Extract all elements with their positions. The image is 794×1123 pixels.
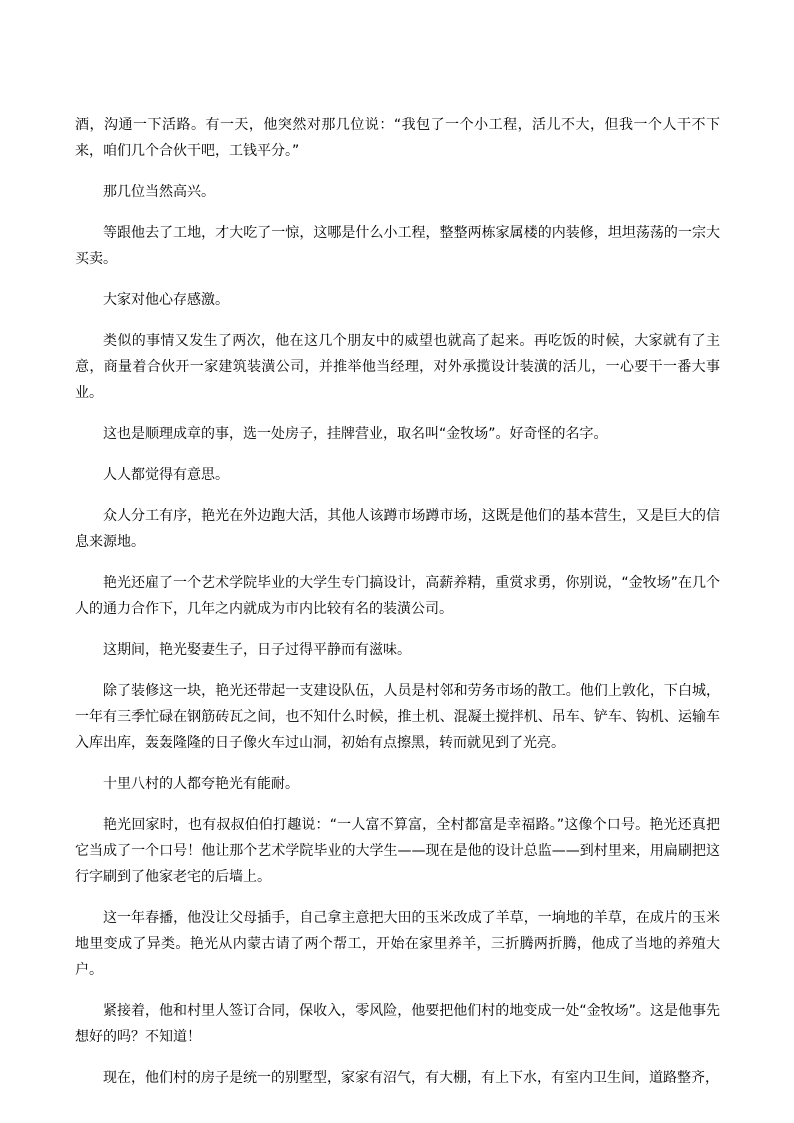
paragraph: 大家对他心存感激。: [103, 292, 229, 308]
paragraph: 除了装修这一块，艳光还带起一支建设队伍，人员是村邻和劳务市场的散工。他们上敦化，下白城，一年有三季忙碌在钢筋砖瓦之间，也不知什么时候，推土机、混凝土搅拌机、吊车、铲车、钩机、运输车入库出库，轰轰隆隆的日子像火车过山洞，初始有点擦黑，转而就见到了光亮。: [75, 683, 720, 751]
document-page: [75, 112, 720, 1106]
paragraph: 紧接着，他和村里人签订合同，保收入，零风险，他要把他们村的地变成一处“金牧场”。这是他事先想好的吗？不知道！: [75, 1003, 720, 1045]
paragraph: 艳光还雇了一个艺术学院毕业的大学生专门搞设计，高薪养精，重赏求勇，你别说，“金牧场”在几个人的通力合作下，几年之内就成为市内比较有名的装潢公司。: [75, 575, 720, 617]
paragraph: 那几位当然高兴。: [103, 184, 215, 200]
paragraph: 等跟他去了工地，才大吃了一惊，这哪是什么小工程，整整两栋家属楼的内装修，坦坦荡荡的一宗大买卖。: [75, 225, 720, 267]
paragraph: 这期间，艳光娶妻生子，日子过得平静而有滋味。: [103, 642, 411, 658]
paragraph: 酒，沟通一下活路。有一天，他突然对那几位说：“我包了一个小工程，活儿不大，但我一个人干不下来，咱们几个合伙干吧，工钱平分。”: [75, 117, 720, 159]
paragraph: 众人分工有序，艳光在外边跑大活，其他人该蹲市场蹲市场，这既是他们的基本营生，又是巨大的信息来源地。: [75, 508, 720, 550]
paragraph: 艳光回家时，也有叔叔伯伯打趣说：“一人富不算富，全村都富是幸福路。”这像个口号。艳光还真把它当成了一个口号！他让那个艺术学院毕业的大学生——现在是他的设计总监——到村里来，用扁刷把这行字刷到了他家老宅的后墙上。: [75, 817, 720, 885]
paragraph: 这也是顺理成章的事，选一处房子，挂牌营业，取名叫“金牧场”。好奇怪的名字。: [103, 426, 608, 442]
paragraph: 这一年春播，他没让父母插手，自己拿主意把大田的玉米改成了羊草，一垧地的羊草，在成片的玉米地里变成了异类。艳光从内蒙古请了两个帮工，开始在家里养羊，三折腾两折腾，他成了当地的养殖大户。: [75, 910, 720, 978]
paragraph: 类似的事情又发生了两次，他在这几个朋友中的威望也就高了起来。再吃饭的时候，大家就有了主意，商量着合伙开一家建筑装潢公司，并推举他当经理，对外承揽设计装潢的活儿，一心要干一番大事业。: [75, 333, 720, 401]
paragraph: 人人都觉得有意思。: [103, 467, 229, 483]
paragraph: 十里八村的人都夸艳光有能耐。: [103, 776, 299, 792]
paragraph: 现在，他们村的房子是统一的别墅型，家家有沼气，有大棚，有上下水，有室内卫生间，道路整齐，: [103, 1070, 719, 1086]
